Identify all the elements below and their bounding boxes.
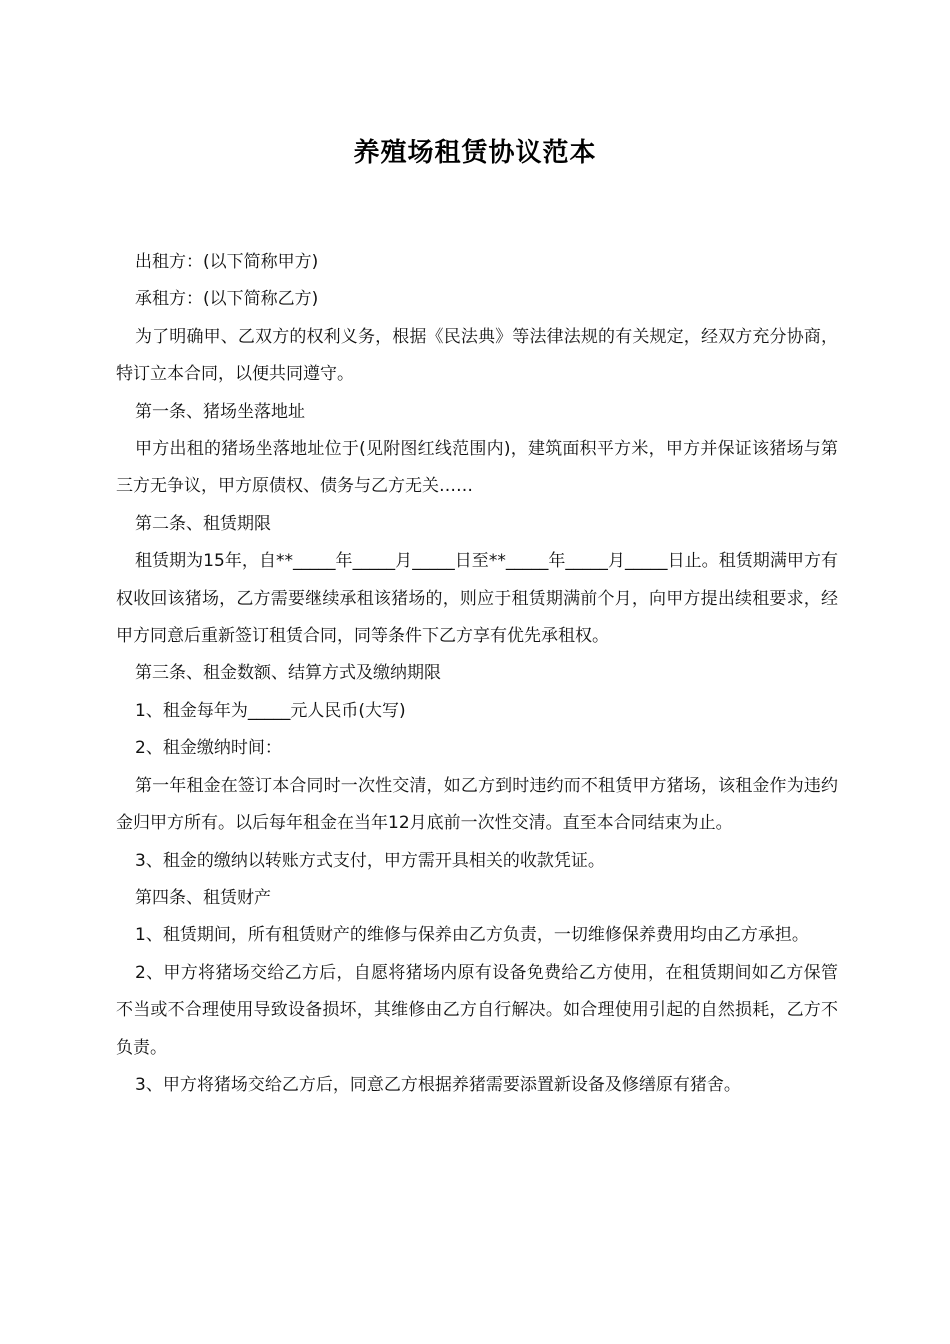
article-3-item-2-text: 第一年租金在签订本合同时一次性交清，如乙方到时违约而不租赁甲方猪场，该租金作为违约金归甲方所有。以后每年租金在当年12月底前一次性交清。直至本合同结束为止。 (116, 775, 838, 834)
article-3-heading: 第三条、租金数额、结算方式及缴纳期限 (135, 663, 441, 684)
article-2-heading: 第二条、租赁期限 (135, 513, 271, 534)
document-title: 养殖场租赁协议范本 (353, 138, 597, 168)
paragraph-preamble: 为了明确甲、乙双方的权利义务，根据《民法典》等法律法规的有关规定，经双方充分协商，特订立本合同，以便共同遵守。 (116, 326, 838, 385)
article-3-item-1: 1、租金每年为_____元人民币(大写) (135, 700, 406, 721)
article-3-item-3: 3、租金的缴纳以转账方式支付，甲方需开具相关的收款凭证。 (135, 850, 605, 871)
article-4-item-3: 3、甲方将猪场交给乙方后，同意乙方根据养猪需要添置新设备及修缮原有猪舍。 (135, 1074, 741, 1095)
article-2-text: 租赁期为15年，自**_____年_____月_____日至**_____年_____月_____日止。租赁期满甲方有权收回该猪场，乙方需要继续承租该猪场的，则应于租赁期满前个月，向甲方提出续租要求，经甲方同意后重新签订租赁合同，同等条件下乙方享有优先承租权。 (116, 551, 838, 647)
article-4-heading: 第四条、租赁财产 (135, 887, 271, 908)
paragraph-lessor: 出租方：(以下简称甲方) (135, 252, 319, 272)
article-1-text: 甲方出租的猪场坐落地址位于(见附图红线范围内)，建筑面积平方米，甲方并保证该猪场与第三方无争议，甲方原债权、债务与乙方无关…… (116, 439, 838, 497)
article-4-item-1: 1、租赁期间，所有租赁财产的维修与保养由乙方负责，一切维修保养费用均由乙方承担。 (135, 925, 809, 946)
paragraph-lessee: 承租方：(以下简称乙方) (135, 289, 319, 310)
article-1-heading: 第一条、猪场坐落地址 (135, 401, 305, 422)
article-3-item-2: 2、租金缴纳时间： (135, 738, 282, 759)
document-body (116, 244, 838, 1104)
article-4-item-2: 2、甲方将猪场交给乙方后，自愿将猪场内原有设备免费给乙方使用，在租赁期间如乙方保管不当或不合理使用导致设备损坏，其维修由乙方自行解决。如合理使用引起的自然损耗，乙方不负责。 (116, 962, 838, 1058)
